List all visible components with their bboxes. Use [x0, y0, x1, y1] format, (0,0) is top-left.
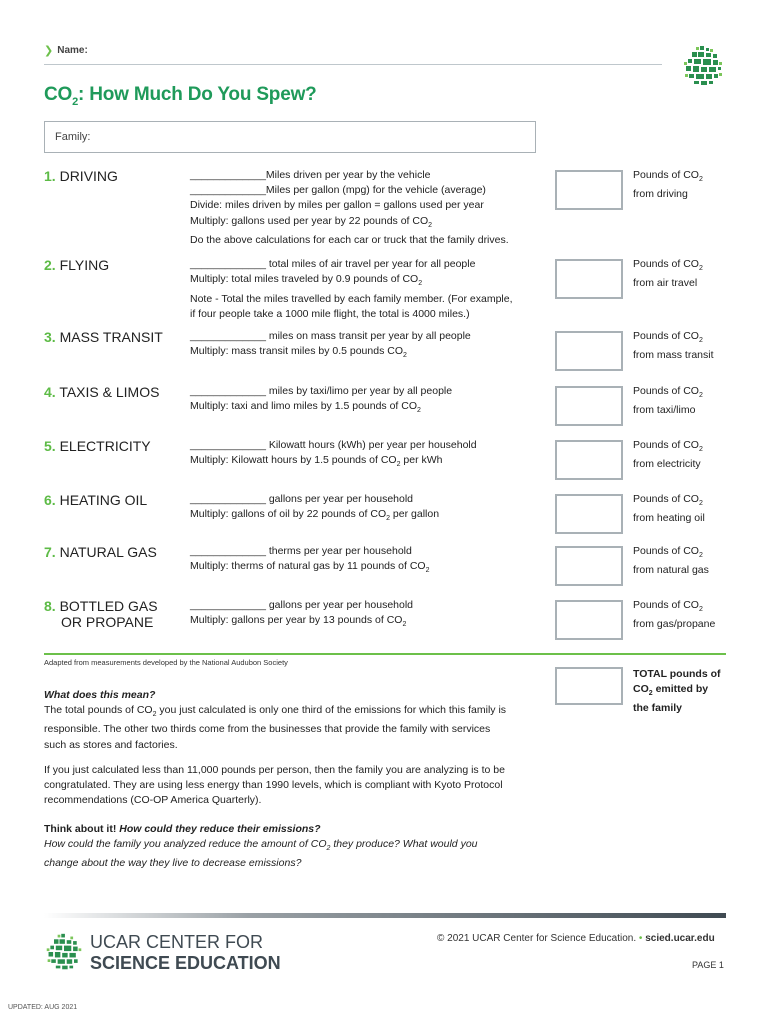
heating-oil-answer-box[interactable] — [555, 494, 623, 534]
copyright: © 2021 UCAR Center for Science Education. • scied.ucar.edu — [437, 933, 715, 944]
source-note: Adapted from measurements developed by the National Audubon Society — [44, 658, 288, 667]
name-input-line[interactable] — [44, 64, 662, 65]
section-instructions: _____________ miles on mass transit per year by all people Multiply: mass transit miles by 0.5 pounds $CO_2$ — [190, 330, 471, 360]
section-title: 6. HEATING OIL — [44, 492, 148, 508]
section-title: 3. MASS TRANSIT — [44, 329, 163, 345]
section-title: 8. BOTTLED GAS OR PROPANE — [44, 598, 158, 630]
section-instructions: _____________ miles by taxi/limo per year by all people Multiply: taxi and limo miles by 1.5 pounds of $CO_2$ — [190, 385, 453, 415]
section-result-label: Pounds of $CO_2$ from taxi/limo — [633, 385, 703, 417]
family-field[interactable] — [44, 121, 536, 153]
section-instructions: _____________ gallons per year per household Multiply: gallons per year by 13 pounds of $CO_2$ — [190, 599, 414, 629]
total-answer-box[interactable] — [555, 667, 623, 705]
footer-bar — [44, 913, 726, 918]
footer-brand: UCAR CENTER FOR SCIENCE EDUCATION — [90, 932, 281, 973]
propane-answer-box[interactable] — [555, 600, 623, 640]
section-result-label: Pounds of $CO_2$ from mass transit — [633, 330, 714, 362]
think-heading: Think about it! How could they reduce their emissions? — [44, 823, 321, 835]
taxi-answer-box[interactable] — [555, 386, 623, 426]
section-title: 2. FLYING — [44, 257, 110, 273]
page-number: PAGE 1 — [692, 960, 724, 970]
divider — [44, 653, 726, 655]
site-link[interactable]: scied.ucar.edu — [645, 933, 715, 944]
section-result-label: Pounds of $CO_2$ from air travel — [633, 258, 703, 290]
section-instructions: _____________ Kilowatt hours (kWh) per year per household Multiply: Kilowatt hours by 1.5 pounds of $CO_2$ per kWh — [190, 439, 477, 469]
section-result-label: Pounds of $CO_2$ from gas/propane — [633, 599, 716, 631]
meaning-paragraph-1: The total pounds of $CO_2$ you just calculated is only one third of the emissions for which this family is responsible. The other two thirds come from the businesses that provide the family with services such as stores and factories. — [44, 704, 507, 751]
section-title: 7. NATURAL GAS — [44, 544, 157, 560]
meaning-paragraph-2: If you just calculated less than 11,000 pounds per person, then the family you are analyzing is to be congratulated. They are using less energy than 1990 levels, which is compliant with Kyoto Protocol recommendations (CO-OP America Quarterly). — [44, 764, 505, 807]
natural-gas-answer-box[interactable] — [555, 546, 623, 586]
meaning-heading: What does this mean? — [44, 689, 156, 701]
family-label: Family: — [55, 131, 91, 143]
flying-answer-box[interactable] — [555, 259, 623, 299]
chevron-right-icon: ❯ — [44, 45, 54, 57]
total-label: TOTAL pounds of $CO_2$ emitted by the family — [633, 668, 721, 715]
section-instructions: _____________ therms per year per household Multiply: therms of natural gas by 11 pounds of $CO_2$ — [190, 545, 430, 575]
ucar-globe-logo-icon — [682, 44, 724, 88]
page-title: $CO_2$: How Much Do You Spew? — [44, 84, 317, 108]
section-result-label: Pounds of $CO_2$ from heating oil — [633, 493, 705, 525]
think-question: How could the family you analyzed reduce the amount of $CO_2$ they produce? What would you change about the way they live to decrease emissions? — [44, 838, 478, 870]
section-title: 1. DRIVING — [44, 168, 118, 184]
ucar-globe-logo-icon — [44, 932, 84, 972]
section-result-label: Pounds of $CO_2$ from driving — [633, 169, 703, 201]
driving-answer-box[interactable] — [555, 170, 623, 210]
mass-transit-answer-box[interactable] — [555, 331, 623, 371]
section-result-label: Pounds of $CO_2$ from electricity — [633, 439, 703, 471]
name-row — [44, 44, 88, 57]
section-instructions: _____________Miles driven per year by the vehicle _____________Miles per gallon (mpg) for the vehicle (average) Divide: miles driven by miles per gallon = gallons used per year Multiply: gallons used per year by 22 pounds of $CO_2$ Do the above calculations for each car or truck that the family drives. — [190, 169, 509, 246]
updated-date: UPDATED: AUG 2021 — [8, 1004, 78, 1011]
electricity-answer-box[interactable] — [555, 440, 623, 480]
name-label: Name: — [57, 45, 88, 56]
section-title: 5. ELECTRICITY — [44, 438, 151, 454]
section-instructions: _____________ total miles of air travel per year for all people Multiply: total miles traveled by 0.9 pounds of $CO_2$ Note - Total the miles travelled by each family member. (For example, if four people take a 1000 mile flight, the total is 4000 miles.) — [190, 258, 513, 320]
section-result-label: Pounds of $CO_2$ from natural gas — [633, 545, 709, 577]
section-title: 4. TAXIS & LIMOS — [44, 384, 160, 400]
section-instructions: _____________ gallons per year per household Multiply: gallons of oil by 22 pounds of $CO_2$ per gallon — [190, 493, 440, 523]
